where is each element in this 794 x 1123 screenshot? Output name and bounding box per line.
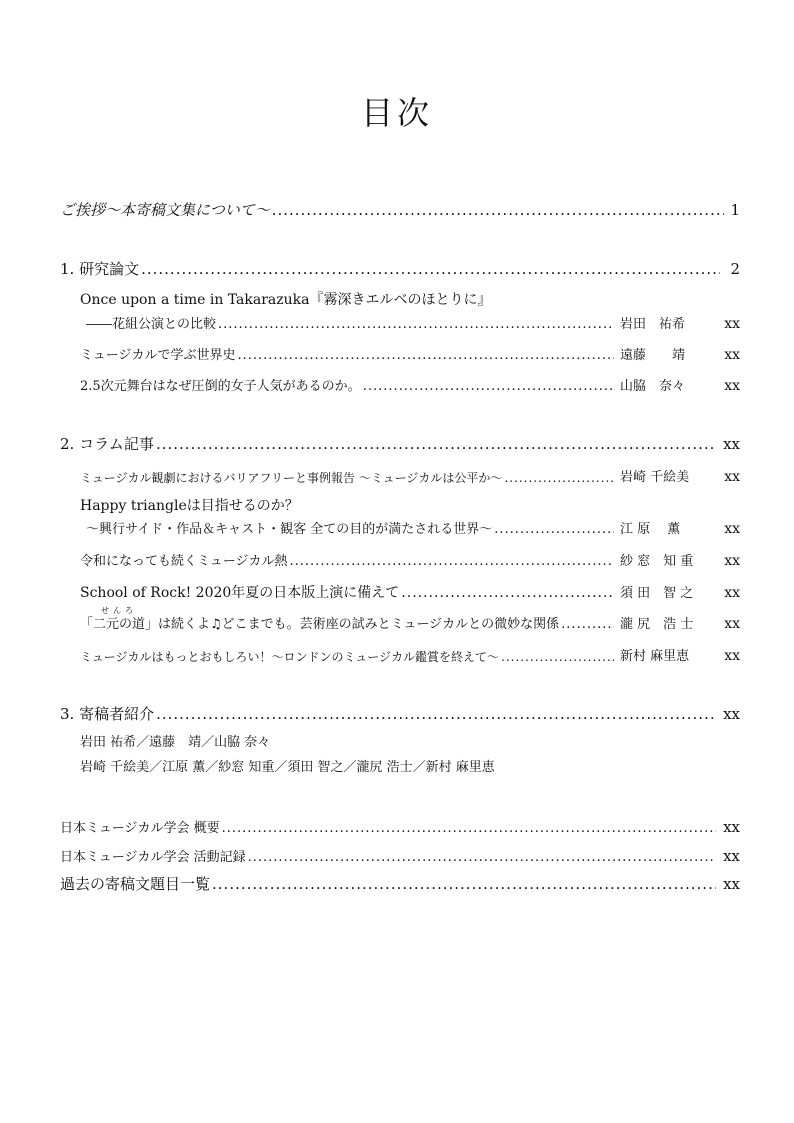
leader-dots bbox=[272, 203, 724, 218]
toc-entry[interactable] bbox=[86, 522, 740, 536]
toc-entry[interactable] bbox=[80, 379, 740, 393]
toc-entry-title: ～興行サイド・作品＆キャスト・観客 全ての目的が満たされる世界～ bbox=[86, 522, 493, 537]
toc-entry-title: School of Rock! 2020年夏の日本版上演に備えて bbox=[80, 585, 400, 601]
toc-entry-author: 紗 窓 知 重 bbox=[620, 554, 694, 569]
toc-entry-title-line1[interactable]: Once upon a time in Takarazuka『霧深きエルベのほとりに』 bbox=[80, 292, 492, 308]
leader-dots bbox=[401, 586, 614, 600]
toc-page-number: xx bbox=[723, 818, 740, 836]
leader-dots bbox=[212, 877, 716, 892]
toc-page-number: xx bbox=[723, 435, 740, 453]
leader-dots bbox=[494, 523, 614, 536]
toc-entry-author: 新村 麻里恵 bbox=[620, 649, 690, 664]
title-rest: 」は続くよ♫どこまでも。芸術座の試みとミュージカルとの微妙な関係 bbox=[145, 617, 560, 632]
toc-page-number: 1 bbox=[730, 201, 740, 219]
leader-dots bbox=[504, 472, 614, 484]
toc-page-number: xx bbox=[724, 648, 740, 664]
leader-dots bbox=[218, 318, 614, 331]
title-prefix: 「 bbox=[80, 617, 94, 632]
toc-entry-title: 2.5次元舞台はなぜ圧倒的女子人気があるのか。 bbox=[80, 379, 361, 394]
leader-dots bbox=[156, 707, 716, 722]
toc-page-number: xx bbox=[724, 616, 740, 632]
toc-entry-title: 令和になっても続くミュージカル熱 bbox=[80, 554, 288, 569]
leader-dots bbox=[222, 822, 716, 835]
toc-page-number: xx bbox=[723, 705, 740, 723]
toc-entry-author: 瀧 尻 浩 士 bbox=[620, 617, 694, 632]
toc-entry-title bbox=[80, 606, 560, 632]
ruby-annotation: せんろ bbox=[101, 606, 138, 615]
toc-entry[interactable] bbox=[80, 554, 740, 568]
leader-dots bbox=[363, 380, 614, 393]
toc-page-number: xx bbox=[724, 585, 740, 601]
toc-page-number: xx bbox=[723, 847, 740, 865]
ruby-group bbox=[93, 606, 146, 632]
toc-entry-title: ミュージカル観劇におけるバリアフリーと事例報告 ～ミュージカルは公平か～ bbox=[80, 471, 503, 485]
toc-entry[interactable] bbox=[80, 606, 740, 632]
toc-entry-author: 岩田 祐希 bbox=[620, 317, 686, 332]
toc-entry-greeting[interactable] bbox=[60, 203, 740, 218]
toc-entry-title: 日本ミュージカル学会 概要 bbox=[60, 821, 220, 836]
toc-page-number: xx bbox=[724, 316, 740, 332]
toc-entry-title: 日本ミュージカル学会 活動記録 bbox=[60, 850, 246, 865]
toc-entry-title: ミュージカルで学ぶ世界史 bbox=[80, 348, 236, 363]
toc-entry-author: 江 原 薫 bbox=[620, 522, 681, 537]
toc-entry[interactable] bbox=[80, 649, 740, 663]
toc-entry-title: 過去の寄稿文題目一覧 bbox=[60, 875, 211, 893]
toc-entry[interactable] bbox=[80, 470, 740, 484]
toc-entry-author: 岩崎 千絵美 bbox=[620, 470, 690, 485]
toc-entry-author: 須 田 智 之 bbox=[620, 586, 694, 601]
toc-section-research[interactable] bbox=[60, 262, 740, 277]
section-title: 3. 寄稿者紹介 bbox=[60, 705, 155, 723]
toc-section-column[interactable] bbox=[60, 437, 740, 452]
toc-entry-author: 山脇 奈々 bbox=[620, 379, 686, 394]
leader-dots bbox=[289, 555, 614, 568]
toc-entry-title: ――花組公演との比較 bbox=[86, 317, 217, 332]
leader-dots bbox=[237, 349, 614, 362]
toc-entry[interactable] bbox=[80, 586, 740, 600]
toc-page-number: xx bbox=[724, 378, 740, 394]
toc-page-number: xx bbox=[724, 521, 740, 537]
leader-dots bbox=[561, 618, 614, 631]
section-title: 1. 研究論文 bbox=[60, 260, 140, 278]
toc-entry[interactable] bbox=[80, 348, 740, 362]
toc-page-number: xx bbox=[724, 553, 740, 569]
ruby-base: 二元の道 bbox=[93, 617, 146, 632]
toc-entry-title: ご挨拶～本寄稿文集について～ bbox=[60, 201, 270, 219]
toc-entry-title: ミュージカルはもっとおもしろい！～ロンドンのミュージカル鑑賞を終えて～ bbox=[80, 650, 500, 664]
section-title: 2. コラム記事 bbox=[60, 435, 154, 453]
leader-dots bbox=[156, 437, 716, 452]
toc-entry-past-titles[interactable] bbox=[60, 877, 740, 892]
leader-dots bbox=[248, 851, 716, 864]
toc-page-number: xx bbox=[723, 875, 740, 893]
page-title: 目次 bbox=[360, 94, 433, 132]
contributor-names: 岩田 祐希／遠藤 靖／山脇 奈々 bbox=[80, 735, 271, 750]
toc-entry-title-line1[interactable]: Happy triangleは目指せるのか？ bbox=[80, 498, 299, 514]
leader-dots bbox=[501, 651, 614, 663]
toc-entry-author: 遠藤 靖 bbox=[620, 348, 686, 363]
toc-section-contributors[interactable] bbox=[60, 707, 740, 722]
leader-dots bbox=[141, 262, 720, 277]
toc-page-number: 2 bbox=[730, 260, 740, 278]
toc-page-number: xx bbox=[724, 347, 740, 363]
toc-entry[interactable] bbox=[86, 317, 740, 331]
toc-entry-activity[interactable] bbox=[60, 849, 740, 864]
contributor-names: 岩崎 千絵美／江原 薫／紗窓 知重／須田 智之／瀧尻 浩士／新村 麻里恵 bbox=[80, 760, 495, 775]
toc-entry-overview[interactable] bbox=[60, 820, 740, 835]
toc-page-number: xx bbox=[724, 469, 740, 485]
